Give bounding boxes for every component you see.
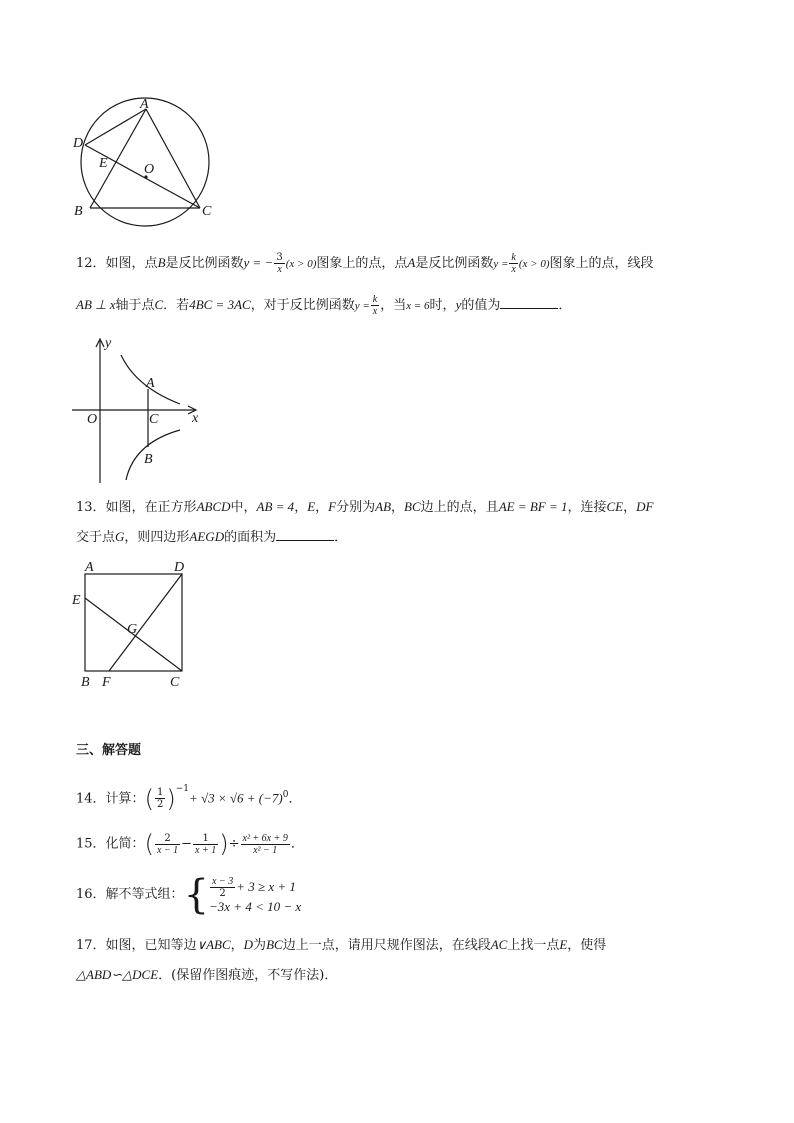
section-heading: 三、解答题 [76,743,142,758]
fraction-3-over-x: $\frac{3}{x}$ [276,252,283,275]
q15: 15．化简：( $\frac{2}{x - 1}$ − $\frac{1}{x + 1}$ )÷ $\frac{\text{x² + 6x + 9}}{\text{x² − 1}}$ ． [76,830,304,858]
label-b: B [144,452,153,467]
answer-blank [500,295,558,309]
label-g: G [127,622,138,637]
label-f: F [102,675,111,690]
square-figure [70,560,195,690]
q13-line2: 交于点G，则四边形AEGD的面积为 ． [76,529,348,545]
label-c: C [149,412,159,427]
fraction-one-half: $\frac{1}{2}$ [156,787,164,811]
q13-line1: 13．如图，在正方形ABCD中，AB = 4，E，F分别为AB，BC边上的点，且AE = BF = 1，连接CE，DF [76,499,654,515]
label-d: D [174,560,185,575]
label-a: A [140,97,149,112]
fraction-k-over-x-2: $\frac{k}{x}$ [372,294,378,317]
q12-line1: 12．如图，点B是反比例函数y = − $\frac{3}{x}$ (x > 0)图象上的点，点A是反比例函数y = $\frac{k}{x}$ (x > 0)图象上的点，线段 [76,252,654,275]
label-a: A [146,376,155,391]
fraction-k-over-x: $\frac{k}{x}$ [511,252,516,275]
answer-blank [276,527,334,541]
label-c: C [202,204,212,219]
label-e: E [99,156,108,171]
label-o: O [87,412,98,427]
q17-line2: △ABD∽△DCE．(保留作图痕迹，不写作法)． [76,967,338,983]
q17-line1: 17．如图，已知等边∨ABC，D为BC边上一点，请用尺规作图法，在线段AC上找一点E，使得 [76,937,607,953]
hyperbola-figure [68,335,208,485]
label-b: B [74,204,83,219]
q14: 14．计算：( $\frac{1}{2}$ )$^{-1}+ √3 \times √6 + (-7)^0$． [76,784,302,813]
circle-triangle-figure [70,95,220,230]
axis-label-y: y [105,336,112,351]
label-b: B [81,675,90,690]
q16: 16．解不等式组：{ $\frac{x - 3}{2}$ + 3 ≥ x + 1 −3x + 4 < 10 − x [76,872,302,918]
q12-line2: AB ⊥ x轴于点C．若4BC = 3AC，对于反比例函数y = $\frac{k}{x}$ ，当x = 6时，y的值为 ． [76,294,572,317]
label-a: A [85,560,94,575]
label-o: O [144,162,155,177]
label-d: D [73,136,84,151]
axis-label-x: x [192,411,199,426]
label-c: C [170,675,180,690]
label-e: E [72,593,81,608]
